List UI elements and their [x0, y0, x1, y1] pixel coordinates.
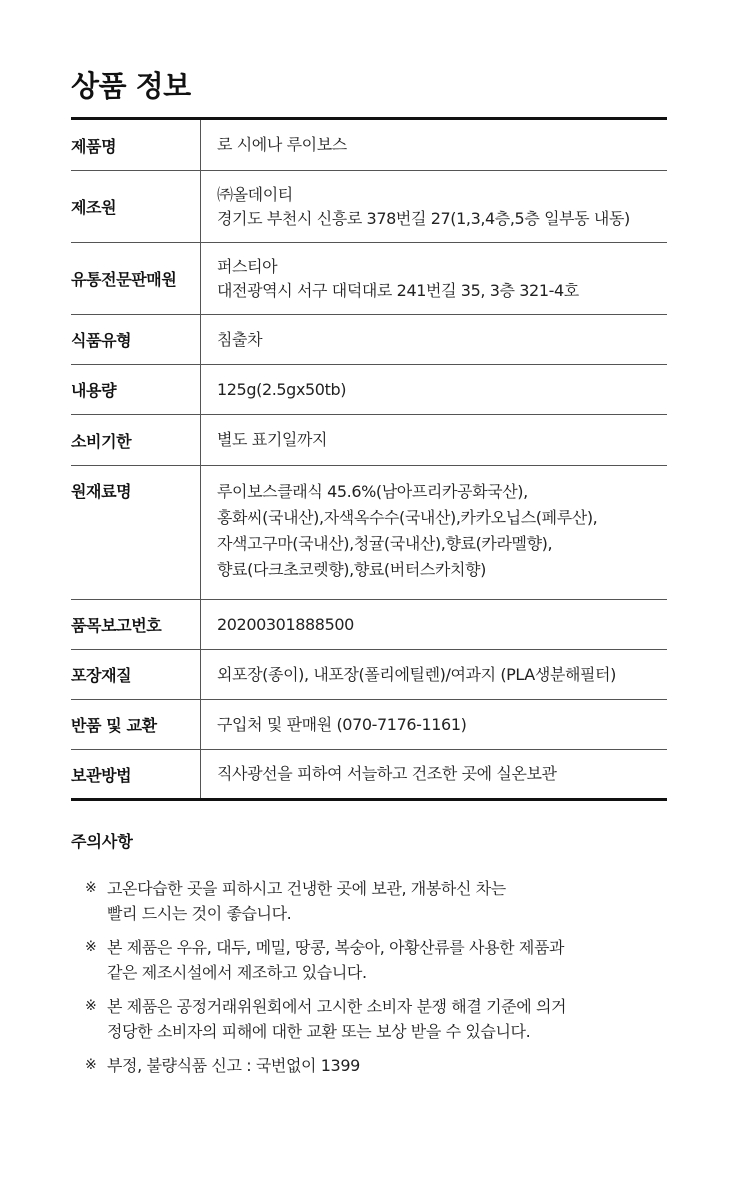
- info-row-returns: [71, 700, 667, 750]
- info-row-product-name: [71, 119, 667, 171]
- info-value-line: 직사광선을 피하여 서늘하고 건조한 곳에 실온보관: [217, 764, 557, 783]
- info-value-line: 자색고구마(국내산),청귤(국내산),향료(카라멜향),: [217, 534, 553, 553]
- info-value-line: 퍼스티아: [217, 256, 278, 276]
- info-row-storage: [71, 750, 667, 800]
- note-line: 같은 제조시설에서 제조하고 있습니다.: [107, 963, 367, 982]
- info-label: 유통전문판매원: [71, 243, 201, 315]
- info-row-packaging: [71, 650, 667, 700]
- info-row-food-type: [71, 315, 667, 365]
- info-value-line: 루이보스클래식 45.6%(남아프리카공화국산),: [217, 482, 528, 501]
- info-value: [201, 315, 668, 365]
- info-value: [201, 466, 668, 600]
- info-value-line: 로 시에나 루이보스: [217, 135, 347, 154]
- info-row-ingredients: [71, 466, 667, 600]
- info-value-line: 외포장(종이), 내포장(폴리에틸렌)/여과지 (PLA생분해필터): [217, 664, 616, 684]
- info-label: 보관방법: [71, 750, 201, 800]
- note-item: [85, 994, 665, 1044]
- page-title: 상품 정보: [71, 69, 191, 103]
- product-info-table: [71, 117, 667, 801]
- info-value-line: 125g(2.5gx50tb): [217, 379, 347, 399]
- note-line: 본 제품은 우유, 대두, 메밀, 땅콩, 복숭아, 아황산류를 사용한 제품과: [107, 938, 565, 957]
- info-value-line: 20200301888500: [217, 614, 354, 634]
- info-value: [201, 365, 668, 415]
- info-label: 소비기한: [71, 415, 201, 466]
- info-label: 반품 및 교환: [71, 700, 201, 750]
- info-label: 품목보고번호: [71, 600, 201, 650]
- info-value: [201, 171, 668, 243]
- note-line: 고온다습한 곳을 피하시고 건냉한 곳에 보관, 개봉하신 차는: [107, 879, 506, 898]
- info-value-line: 구입처 및 판매원 (070-7176-1161): [217, 714, 467, 734]
- info-label: 포장재질: [71, 650, 201, 700]
- info-value: [201, 243, 668, 315]
- note-line: 본 제품은 공정거래위원회에서 고시한 소비자 분쟁 해결 기준에 의거: [107, 997, 567, 1016]
- reference-mark-icon: ※: [85, 880, 97, 896]
- info-value: [201, 415, 668, 466]
- notes-list: [85, 876, 665, 1087]
- note-item: [85, 1053, 665, 1078]
- info-value: [201, 119, 668, 171]
- info-row-distributor: [71, 243, 667, 315]
- notes-title: 주의사항: [71, 832, 133, 851]
- note-line: 부정, 불량식품 신고 : 국번없이 1399: [107, 1056, 360, 1075]
- info-label: 식품유형: [71, 315, 201, 365]
- info-row-manufacturer: [71, 171, 667, 243]
- info-value-line: 향료(다크초코렛향),향료(버터스카치향): [217, 560, 486, 579]
- info-row-net-content: [71, 365, 667, 415]
- note-item: [85, 876, 665, 926]
- info-label: 제품명: [71, 119, 201, 171]
- info-value: [201, 650, 668, 700]
- info-value-line: 침출차: [217, 329, 263, 349]
- reference-mark-icon: ※: [85, 939, 97, 955]
- note-line: 빨리 드시는 것이 좋습니다.: [107, 904, 292, 923]
- info-value-line: 홍화씨(국내산),자색옥수수(국내산),카카오닙스(페루산),: [217, 508, 598, 527]
- info-value-line: 별도 표기일까지: [217, 430, 328, 449]
- reference-mark-icon: ※: [85, 1057, 97, 1073]
- info-value: [201, 600, 668, 650]
- note-line: 정당한 소비자의 피해에 대한 교환 또는 보상 받을 수 있습니다.: [107, 1022, 531, 1041]
- info-value-line: 경기도 부천시 신흥로 378번길 27(1,3,4층,5층 일부동 내동): [217, 208, 630, 228]
- note-item: [85, 935, 665, 985]
- info-label: 원재료명: [71, 466, 201, 600]
- info-value-line: 대전광역시 서구 대덕대로 241번길 35, 3층 321-4호: [217, 280, 579, 300]
- info-label: 내용량: [71, 365, 201, 415]
- info-row-report-number: [71, 600, 667, 650]
- info-value-line: ㈜올데이티: [217, 184, 293, 204]
- info-label: 제조원: [71, 171, 201, 243]
- reference-mark-icon: ※: [85, 998, 97, 1014]
- info-value: [201, 700, 668, 750]
- info-row-expiry: [71, 415, 667, 466]
- info-value: [201, 750, 668, 800]
